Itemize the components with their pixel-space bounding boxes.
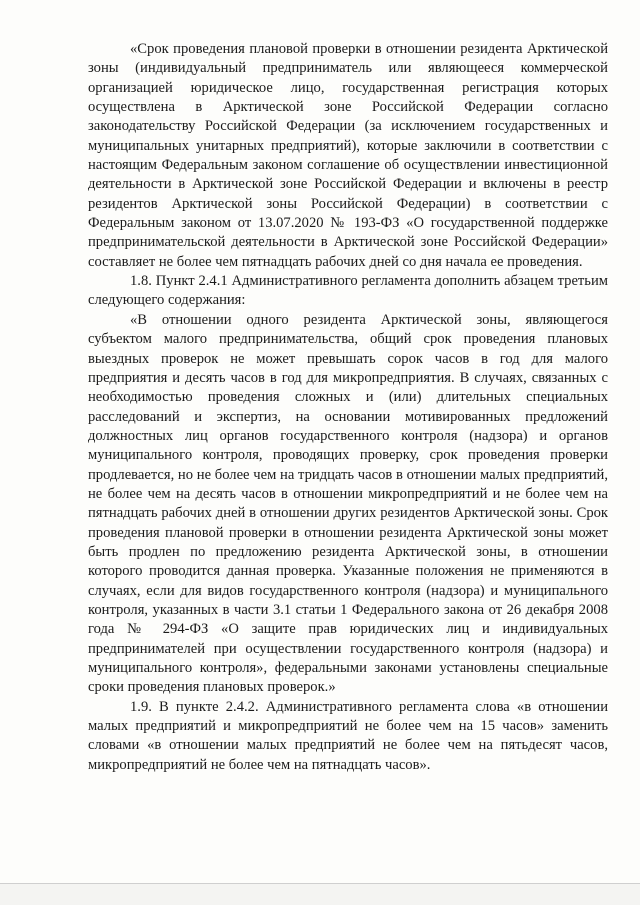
- page-bottom-strip: [0, 884, 640, 905]
- paragraph-item-1-8: 1.8. Пункт 2.4.1 Административного регламента дополнить абзацем третьим следующего содержания:: [88, 273, 608, 309]
- paragraph-item-1-9: 1.9. В пункте 2.4.2. Административного регламента слова «в отношении малых предприятий и микропредприятий не более чем на 15 часов» заменить словами «в отношении малых предприятий не более чем на пятьдесят часов, микропредприятий не более чем на пятнадцать часов».: [88, 698, 608, 773]
- paragraph-small-business-inspection-limits: «В отношении одного резидента Арктической зоны, являющегося субъектом малого предпринимательства, общий срок проведения плановых выездных проверок не может превышать сорок часов в год для малого предприятия и десять часов в год для микропредприятия. В случаях, связанных с необходимостью проведения сложных и (или) длительных специальных расследований и экспертиз, на основании мотивированных предложений должностных лиц органов государственного контроля (надзора) и органов муниципального контроля, проводящих проверку, срок проведения проверки продлевается, но не более чем на тридцать часов в отношении малых предприятий, не более чем на десять часов в отношении микропредприятий и не более чем на пятнадцать рабочих дней в отношении других резидентов Арктической зоны. Срок проведения плановой проверки в отношении резидента Арктической зоны может быть продлен по предложению резидента Арктической зоны, в отношении которого проводится данная проверка. Указанные положения не применяются в случаях, если для видов государственного контроля (надзора) и муниципального контроля, указанных в части 3.1 статьи 1 Федерального закона от 26 декабря 2008 года № 294-ФЗ «О защите прав юридических лиц и индивидуальных предпринимателей при осуществлении государственного контроля (надзора) и муниципального контроля», федеральными законами установлены специальные сроки проведения плановых проверок.»: [88, 311, 608, 696]
- paragraph-arctic-resident-inspection-term: «Срок проведения плановой проверки в отношении резидента Арктической зоны (индивидуальный предприниматель или являющееся коммерческой организацией юридическое лицо, государственная регистрация которых осуществлена в Арктической зоне Российской Федерации согласно законодательству Российской Федерации (за исключением государственных и муниципальных унитарных предприятий), которые заключили в соответствии с настоящим Федеральным законом соглашение об осуществлении инвестиционной деятельности в Арктической зоне Российской Федерации и включены в реестр резидентов Арктической зоны Российской Федерации) в соответствии с Федеральным законом от 13.07.2020 № 193-ФЗ «О государственной поддержке предпринимательской деятельности в Арктической зоне Российской Федерации» составляет не более чем пятнадцать рабочих дней со дня начала ее проведения.: [88, 41, 608, 270]
- document-body: [88, 40, 608, 775]
